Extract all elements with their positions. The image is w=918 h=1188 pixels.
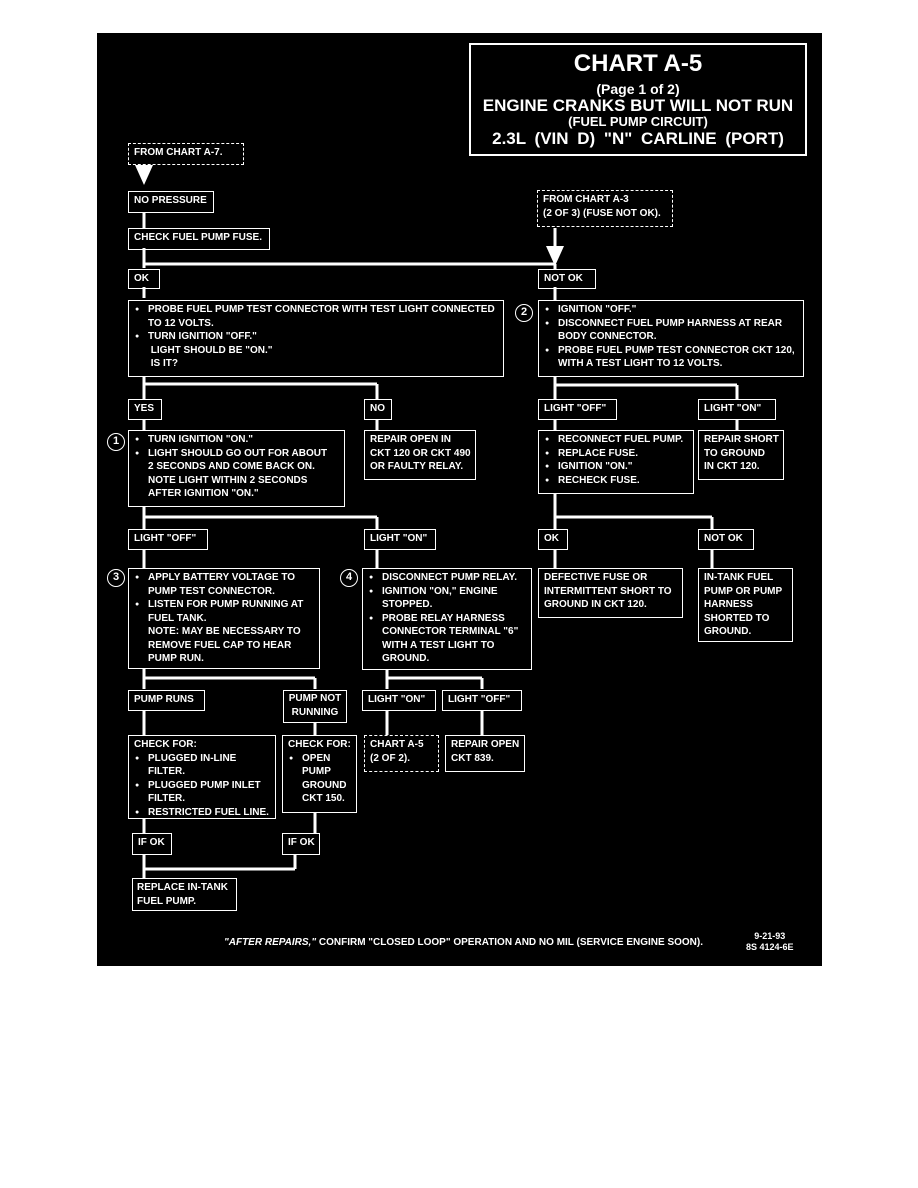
node-reconnect-fuel-pump [538,430,694,494]
step-text: INTERMITTENT SHORT TO [544,585,672,597]
step-text: ● PROBE FUEL PUMP TEST CONNECTOR CKT 120, [544,344,798,358]
step-text: GROUND. [382,653,430,664]
step-text: PUMP [302,766,331,777]
step-text: CKT 839. [451,752,494,764]
node-from-chart-a7: FROM CHART A-7. [128,143,244,165]
node-light-on-bottom: LIGHT "ON" [362,690,436,711]
chart-circuit: (FUEL PUMP CIRCUIT) [568,114,708,129]
step-text: WITH A TEST LIGHT TO 12 VOLTS. [558,358,723,369]
node-light-off-left: LIGHT "OFF" [128,529,208,550]
node-repair-short-ckt-120 [698,430,784,480]
document-code: 8S 4124-6E [746,942,794,952]
step-text: BODY CONNECTOR. [558,331,657,342]
step-text: OR FAULTY RELAY. [370,461,464,472]
node-light-on-right: LIGHT "ON" [698,399,776,420]
node-disconnect-pump-relay [362,568,532,670]
step-text: REPAIR SHORT [704,434,779,445]
chart-title-block [469,43,807,156]
flowchart-panel [97,33,822,966]
step-text: ● RECHECK FUSE. [544,474,688,488]
step-text: ● PLUGGED PUMP INLET [134,779,270,793]
step-number-4: 4 [340,569,358,587]
step-text: FILTER. [148,793,186,804]
step-text: PUMP OR PUMP [704,585,783,597]
step-number-2: 2 [515,304,533,322]
step-text: AFTER IGNITION "ON." [148,488,259,499]
step-text: SHORTED TO [704,612,770,624]
step-text: FUEL PUMP. [137,895,197,907]
chart-subtitle: ENGINE CRANKS BUT WILL NOT RUN [482,96,794,115]
step-text: ● PLUGGED IN-LINE [134,752,270,766]
footer-text: CONFIRM "CLOSED LOOP" OPERATION AND NO MIL (SERVICE ENGINE SOON). [316,937,704,948]
footer-note [224,937,703,948]
step-text: NOTE: MAY BE NECESSARY TO [148,626,301,637]
step-text: ● PROBE RELAY HARNESS [368,612,526,626]
node-light-on-middle: LIGHT "ON" [364,529,436,550]
step-text: ● TURN IGNITION "OFF." [134,330,498,344]
step-text: ● DISCONNECT FUEL PUMP HARNESS AT REAR [544,317,798,331]
node-chart-a5-page-2 [364,735,439,772]
step-text: GROUND IN CKT 120. [544,599,647,610]
node-not-ok-fuse: NOT OK [698,529,754,550]
node-pump-not-running [283,690,347,723]
node-check-fuel-pump-fuse: CHECK FUEL PUMP FUSE. [128,228,270,250]
node-repair-open-ckt-839 [445,735,525,772]
step-text: GROUND. [704,626,752,637]
step-text: ● IGNITION "ON," ENGINE [368,585,526,599]
step-text: IS IT? [148,358,178,369]
node-ok: OK [128,269,160,289]
node-from-chart-a3 [537,190,673,227]
step-text: ● IGNITION "OFF." [544,303,798,317]
step-text: FILTER. [148,766,186,777]
document-date: 9-21-93 [754,931,786,941]
step-text: 2 SECONDS AND COME BACK ON. [148,461,315,472]
step-text: CONNECTOR TERMINAL "6" [382,626,519,637]
node-turn-ignition-on [128,430,345,507]
node-check-for-ground [282,735,357,813]
node-ignition-off-disconnect [538,300,804,377]
node-if-ok-right: IF OK [282,833,320,855]
step-text: STOPPED. [382,599,433,610]
node-yes: YES [128,399,162,420]
step-text: ● LISTEN FOR PUMP RUNNING AT [134,598,314,612]
step-text: ● LIGHT SHOULD GO OUT FOR ABOUT [134,447,339,461]
step-text: REPAIR OPEN IN [370,434,451,445]
step-number-1: 1 [107,433,125,451]
step-text: REPLACE IN-TANK [137,882,228,893]
step-text: PUMP TEST CONNECTOR. [148,585,275,597]
step-text: TO GROUND [704,447,765,459]
node-from-chart-a3-line: (2 OF 3) (FUSE NOT OK). [543,207,661,219]
step-text: ● IGNITION "ON." [544,460,688,474]
step-text: CHECK FOR: [134,739,197,750]
step-text: ● OPEN [288,752,351,766]
step-text: ● REPLACE FUSE. [544,447,688,461]
node-pump-runs: PUMP RUNS [128,690,205,711]
document-id [746,931,794,953]
node-ok-fuse: OK [538,529,568,550]
chart-engine: 2.3L (VIN D) "N" CARLINE (PORT) [492,129,784,148]
step-text: PUMP RUN. [148,653,204,664]
step-number-3: 3 [107,569,125,587]
node-probe-test-connector [128,300,504,377]
step-text: RUNNING [291,706,339,718]
node-check-for-filters [128,735,276,819]
node-in-tank-fuel-pump [698,568,793,642]
step-text: ● RECONNECT FUEL PUMP. [544,433,688,447]
footer-prefix: "AFTER REPAIRS," [224,937,317,948]
node-light-off-bottom: LIGHT "OFF" [442,690,522,711]
step-text: NOTE LIGHT WITHIN 2 SECONDS [148,474,308,486]
step-text: PUMP NOT [288,693,342,704]
node-defective-fuse [538,568,683,618]
step-text: LIGHT SHOULD BE "ON." [148,344,273,356]
node-apply-battery-voltage [128,568,320,669]
node-not-ok: NOT OK [538,269,596,289]
step-text: CKT 150. [302,793,345,804]
node-light-off-right: LIGHT "OFF" [538,399,617,420]
step-text: ● DISCONNECT PUMP RELAY. [368,571,526,585]
node-repair-open-ckt-120 [364,430,476,480]
step-text: CHART A-5 [370,739,424,750]
node-no-pressure: NO PRESSURE [128,191,214,213]
step-text: HARNESS [704,599,753,610]
step-text: ● APPLY BATTERY VOLTAGE TO [134,571,314,585]
step-text: (2 OF 2). [370,752,411,764]
node-replace-in-tank-pump [132,878,237,911]
step-text: CHECK FOR: [288,739,351,750]
step-text: CKT 120 OR CKT 490 [370,447,471,459]
step-text: IN-TANK FUEL [704,572,774,583]
node-if-ok-left: IF OK [132,833,172,855]
node-from-chart-a3-line: FROM CHART A-3 [543,194,629,205]
step-text: DEFECTIVE FUSE OR [544,572,648,583]
chart-page: (Page 1 of 2) [596,81,680,97]
step-text: ● PROBE FUEL PUMP TEST CONNECTOR WITH TEST LIGHT CONNECTED [134,303,498,317]
step-text: REMOVE FUEL CAP TO HEAR [148,639,292,651]
step-text: ● TURN IGNITION "ON." [134,433,339,447]
step-text: FUEL TANK. [148,612,207,624]
step-text: REPAIR OPEN [451,739,520,750]
step-text: WITH A TEST LIGHT TO [382,639,495,651]
node-no: NO [364,399,392,420]
chart-title: CHART A-5 [573,50,703,77]
step-text: TO 12 VOLTS. [148,317,214,329]
step-text: GROUND [302,779,347,791]
step-text: ● RESTRICTED FUEL LINE. [134,806,270,820]
step-text: IN CKT 120. [704,461,760,472]
